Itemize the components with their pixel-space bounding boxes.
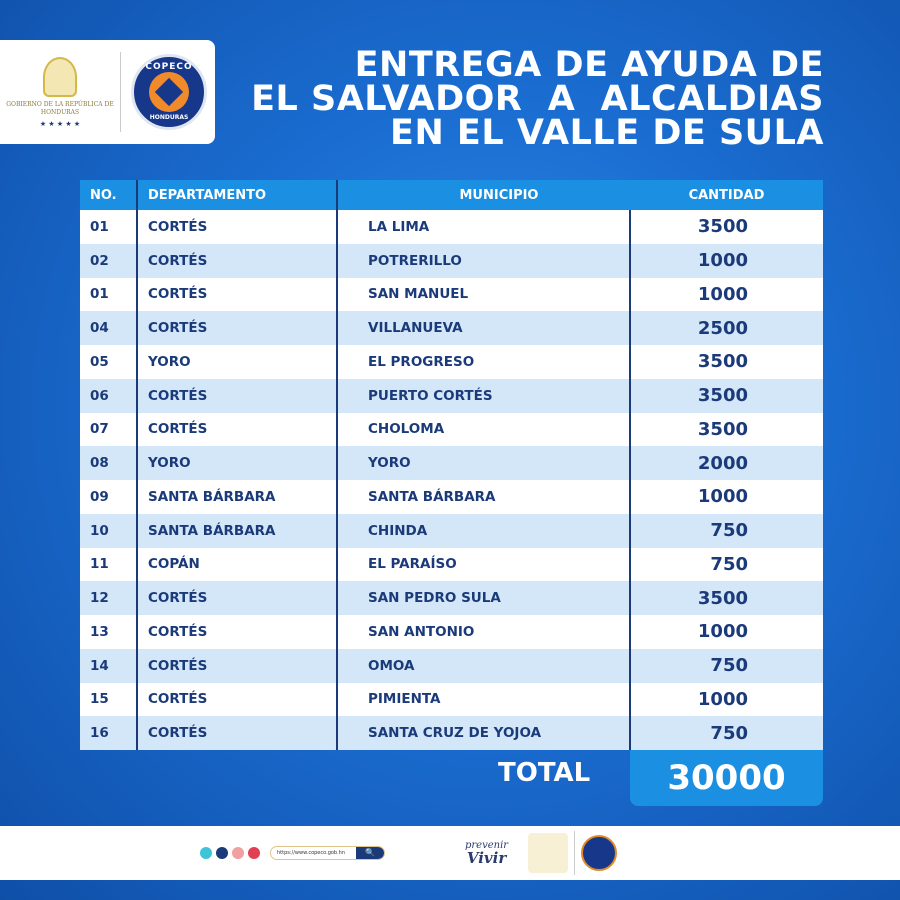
search-icon[interactable]: 🔍 (356, 847, 384, 859)
row-cantidad: 3500 (630, 210, 823, 244)
twitter-icon[interactable] (200, 847, 212, 859)
slogan-bottom: Vivir (466, 848, 507, 867)
row-cantidad: 750 (630, 514, 823, 548)
copeco-logo-small (581, 835, 617, 871)
youtube-icon[interactable] (248, 847, 260, 859)
row-municipio: SANTA BÁRBARA (337, 480, 630, 514)
row-municipio: POTRERILLO (337, 244, 630, 278)
row-municipio: YORO (337, 446, 630, 480)
row-cantidad: 750 (630, 716, 823, 750)
row-municipio: SAN ANTONIO (337, 615, 630, 649)
row-departamento: CORTÉS (137, 210, 337, 244)
row-departamento: CORTÉS (137, 649, 337, 683)
aid-table (80, 180, 823, 750)
row-municipio: CHOLOMA (337, 413, 630, 447)
copeco-country: HONDURAS (149, 114, 189, 121)
prevenir-vivir-logo (465, 840, 508, 867)
title-line: EL SALVADOR A ALCALDIAS (251, 79, 824, 119)
row-no: 13 (80, 615, 137, 649)
copeco-logo (131, 54, 207, 130)
facebook-icon[interactable] (216, 847, 228, 859)
row-municipio: VILLANUEVA (337, 311, 630, 345)
row-municipio: SANTA CRUZ DE YOJOA (337, 716, 630, 750)
divider (574, 831, 575, 875)
row-no: 01 (80, 210, 137, 244)
row-no: 15 (80, 683, 137, 717)
table-row (80, 480, 823, 514)
row-no: 09 (80, 480, 137, 514)
table-row (80, 446, 823, 480)
row-cantidad: 1000 (630, 278, 823, 312)
row-municipio: OMOA (337, 649, 630, 683)
slogan-top: prevenir (465, 839, 509, 851)
row-cantidad: 750 (630, 548, 823, 582)
url-box[interactable] (270, 846, 385, 860)
row-departamento: SANTA BÁRBARA (137, 480, 337, 514)
table-row (80, 278, 823, 312)
row-departamento: COPÁN (137, 548, 337, 582)
row-municipio: LA LIMA (337, 210, 630, 244)
table-row (80, 345, 823, 379)
row-departamento: CORTÉS (137, 244, 337, 278)
table-row (80, 244, 823, 278)
row-municipio: PUERTO CORTÉS (337, 379, 630, 413)
row-cantidad: 1000 (630, 244, 823, 278)
footer (0, 826, 900, 880)
row-cantidad: 3500 (630, 581, 823, 615)
table-row (80, 581, 823, 615)
row-no: 14 (80, 649, 137, 683)
table-row (80, 548, 823, 582)
government-logo (0, 57, 120, 128)
row-municipio: SAN MANUEL (337, 278, 630, 312)
table-row (80, 210, 823, 244)
table-header (80, 180, 823, 210)
col-departamento: DEPARTAMENTO (137, 180, 337, 210)
table-row (80, 716, 823, 750)
row-cantidad: 3500 (630, 379, 823, 413)
row-municipio: EL PARAÍSO (337, 548, 630, 582)
row-cantidad: 750 (630, 649, 823, 683)
row-departamento: YORO (137, 345, 337, 379)
row-no: 16 (80, 716, 137, 750)
row-departamento: YORO (137, 446, 337, 480)
row-no: 06 (80, 379, 137, 413)
table-row (80, 649, 823, 683)
row-cantidad: 1000 (630, 615, 823, 649)
row-departamento: CORTÉS (137, 581, 337, 615)
divider (120, 52, 121, 132)
row-cantidad: 2000 (630, 446, 823, 480)
row-municipio: CHINDA (337, 514, 630, 548)
table-row (80, 615, 823, 649)
url-text: https://www.copeco.gob.hn (277, 850, 346, 856)
copeco-text: COPECO (145, 62, 193, 72)
government-name: GOBIERNO DE LA REPÚBLICA DE HONDURAS (6, 100, 114, 116)
row-departamento: CORTÉS (137, 379, 337, 413)
row-cantidad: 2500 (630, 311, 823, 345)
total-label: TOTAL (498, 758, 591, 788)
row-departamento: CORTÉS (137, 683, 337, 717)
row-no: 01 (80, 278, 137, 312)
row-cantidad: 1000 (630, 683, 823, 717)
page-title (251, 45, 824, 153)
row-departamento: CORTÉS (137, 413, 337, 447)
col-cantidad: CANTIDAD (630, 180, 823, 210)
table-row (80, 311, 823, 345)
row-no: 02 (80, 244, 137, 278)
table-row (80, 379, 823, 413)
total-value: 30000 (630, 750, 823, 806)
row-no: 11 (80, 548, 137, 582)
title-line: ENTREGA DE AYUDA DE (354, 45, 824, 85)
logo-panel (0, 40, 215, 144)
row-departamento: CORTÉS (137, 716, 337, 750)
table-row (80, 514, 823, 548)
table-row (80, 413, 823, 447)
row-no: 04 (80, 311, 137, 345)
coat-of-arms-icon (43, 57, 77, 97)
table-row (80, 683, 823, 717)
row-no: 10 (80, 514, 137, 548)
instagram-icon[interactable] (232, 847, 244, 859)
row-municipio: PIMIENTA (337, 683, 630, 717)
row-departamento: CORTÉS (137, 615, 337, 649)
government-logo-small (528, 833, 568, 873)
title-line: EN EL VALLE DE SULA (390, 113, 824, 153)
col-no: NO. (80, 180, 137, 210)
row-departamento: SANTA BÁRBARA (137, 514, 337, 548)
row-cantidad: 1000 (630, 480, 823, 514)
col-municipio: MUNICIPIO (337, 180, 630, 210)
row-departamento: CORTÉS (137, 278, 337, 312)
row-no: 12 (80, 581, 137, 615)
row-no: 05 (80, 345, 137, 379)
row-cantidad: 3500 (630, 345, 823, 379)
row-municipio: SAN PEDRO SULA (337, 581, 630, 615)
row-no: 07 (80, 413, 137, 447)
stars: ★ ★ ★ ★ ★ (39, 119, 81, 128)
row-cantidad: 3500 (630, 413, 823, 447)
row-departamento: CORTÉS (137, 311, 337, 345)
row-no: 08 (80, 446, 137, 480)
row-municipio: EL PROGRESO (337, 345, 630, 379)
